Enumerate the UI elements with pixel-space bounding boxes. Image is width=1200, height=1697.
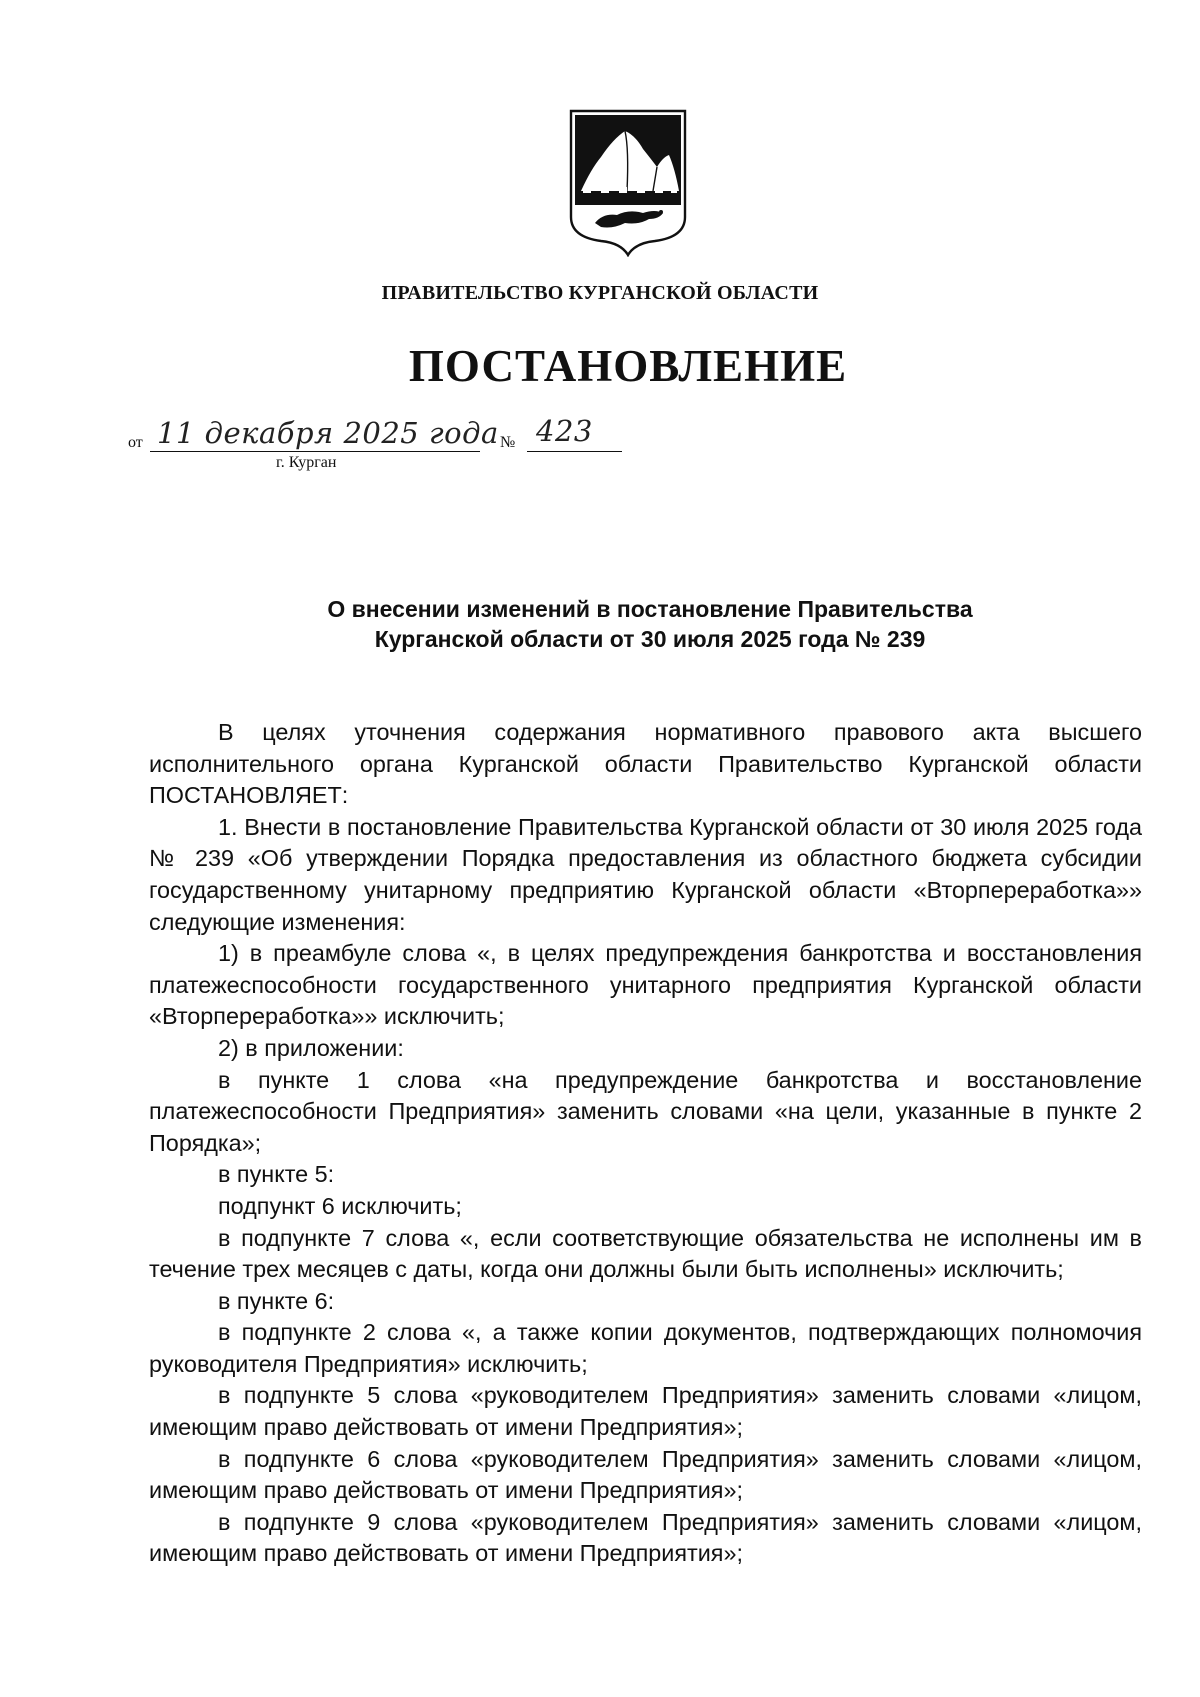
number-underline xyxy=(527,451,622,452)
city-label: г. Курган xyxy=(276,454,337,471)
date-underline xyxy=(150,451,480,452)
paragraph: 1) в преамбуле слова «, в целях предупреждения банкротства и восстановления платежеспособности государственного унитарного предприятия Курганской области «Вторпереработка»» исключить; xyxy=(149,940,1142,1030)
paragraph: в пункте 5: xyxy=(218,1161,335,1188)
title-line-2: Курганской области от 30 июля 2025 года № 239 xyxy=(374,626,926,652)
title-line-1: О внесении изменений в постановление Правительства xyxy=(327,596,973,622)
document-body xyxy=(149,717,1142,1570)
paragraph: в подпункте 5 слова «руководителем Предприятия» заменить словами «лицом, имеющим право действовать от имени Предприятия»; xyxy=(149,1382,1142,1441)
paragraph: в подпункте 9 слова «руководителем Предприятия» заменить словами «лицом, имеющим право действовать от имени Предприятия»; xyxy=(149,1508,1142,1567)
paragraph: подпункт 6 исключить; xyxy=(218,1192,462,1219)
paragraph: В целях уточнения содержания нормативного правового акта высшего исполнительного органа Курганской области Правительство Курганской области ПОСТАНОВЛЯЕТ: xyxy=(149,719,1142,809)
date-prefix: от xyxy=(128,434,143,451)
paragraph: в подпункте 6 слова «руководителем Предприятия» заменить словами «лицом, имеющим право действовать от имени Предприятия»; xyxy=(149,1445,1142,1504)
paragraph: в подпункте 2 слова «, а также копии документов, подтверждающих полномочия руководителя Предприятия» исключить; xyxy=(149,1319,1142,1377)
document-subject-title xyxy=(150,594,1150,654)
number-sign: № xyxy=(500,434,516,451)
paragraph: 1. Внести в постановление Правительства Курганской области от 30 июля 2025 года № 239 «Об утверждении Порядка предоставления из областного бюджета субсидии государственному унитарному предприятию Курганской области «Вторпереработка»» следующие изменения: xyxy=(149,813,1142,935)
paragraph: в пункте 1 слова «на предупреждение банкротства и восстановление платежеспособности Предприятия» заменить словами «на цели, указанные в пункте 2 Порядка»; xyxy=(149,1066,1142,1156)
document-type-title: ПОСТАНОВЛЕНИЕ xyxy=(408,341,848,391)
issuing-authority: ПРАВИТЕЛЬСТВО КУРГАНСКОЙ ОБЛАСТИ xyxy=(381,282,819,304)
handwritten-number: 423 xyxy=(536,414,593,448)
coat-of-arms-emblem xyxy=(569,109,687,257)
paragraph: в подпункте 7 слова «, если соответствующие обязательства не исполнены им в течение трех месяцев с даты, когда они должны были быть исполнены» исключить; xyxy=(149,1224,1142,1283)
paragraph: в пункте 6: xyxy=(218,1287,335,1314)
paragraph: 2) в приложении: xyxy=(218,1034,404,1061)
handwritten-date: 11 декабря 2025 года xyxy=(157,416,499,450)
